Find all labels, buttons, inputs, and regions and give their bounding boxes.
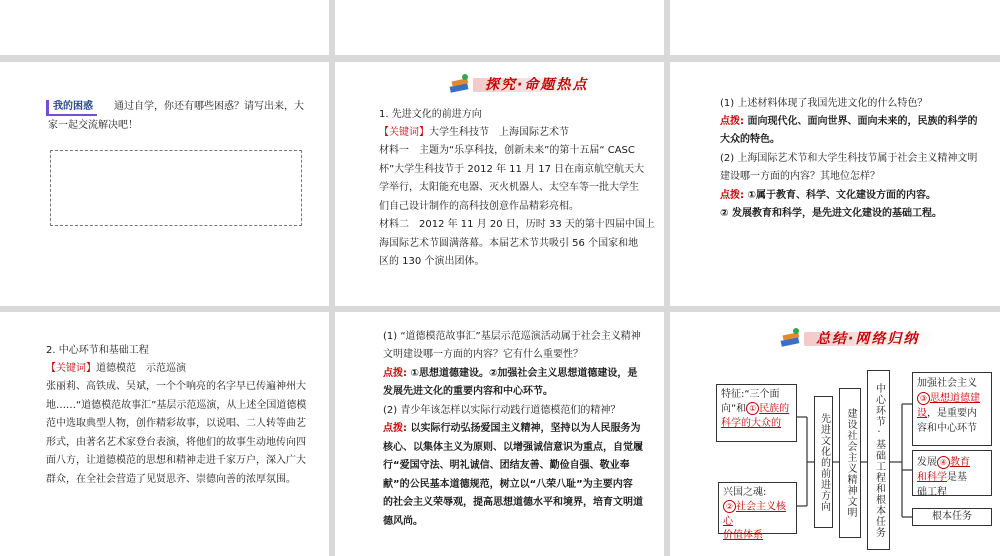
direction-column: 先进文化的前进方向 (814, 396, 833, 528)
hint-label: 点拨: (383, 368, 407, 379)
story-line: 群众，在全社会营造了见贤思齐、崇德向善的浓厚氛围。 (46, 473, 296, 485)
slide-7 (0, 312, 329, 556)
slide-4 (0, 62, 329, 306)
answer-2-line: 献”的公民基本道德规范，树立以“八荣八耻”为主要内容 (383, 478, 633, 490)
slide-2 (335, 0, 664, 55)
question-1-line1: (1) “道德模范故事汇”基层示范巡演活动属于社会主义精神 (383, 331, 641, 342)
explore-banner (443, 70, 593, 98)
answer-2-line: 核心、以集体主义为原则、以增强诚信意识为重点，自觉履 (383, 441, 643, 453)
soul-box: 兴国之魂: ② 社会主义核心 价值体系 (718, 482, 797, 534)
question-1: (1) 上述材料体现了我国先进文化的什么特色？ (720, 98, 928, 109)
hint-label: 点拨: (720, 116, 744, 127)
question-2: (2) 青少年该怎样以实际行动践行道德模范们的精神？ (383, 405, 621, 416)
keyword-text: 大学生科技节 上海国际艺术节 (429, 127, 569, 138)
keyword-label: 【关键词】 (379, 127, 429, 138)
question-2-line1: (2) 上海国际艺术节和大学生科技节属于社会主义精神文明 (720, 153, 978, 164)
story-line: 范中选取典型人物，创作精彩故事，以说唱、二人转等曲艺 (46, 418, 306, 429)
answer-1-line1: 点拨: ①思想道德建设。②加强社会主义思想道德建设，是 (383, 368, 638, 379)
story-line: 形式，由著名艺术家登台表演，将他们的故事生动地传向四 (46, 436, 306, 448)
summary-banner-title: 总结·网络归纳 (816, 331, 920, 347)
keyword-line (46, 360, 186, 379)
slide-6 (670, 62, 1000, 306)
keyword-label: 【关键词】 (46, 363, 96, 374)
story-line: 张丽莉、高铁成、吴斌，一个个响亮的名字早已传遍神州大 (46, 381, 306, 392)
confusion-prompt-line2: 家一起交流解决吧！ (48, 120, 138, 131)
center-column: 中心环节·基础工程和根本任务 (867, 370, 890, 550)
slide-5 (335, 62, 664, 306)
answer-2-line1: 点拨: ①属于教育、科学、文化建设方面的内容。 (720, 190, 936, 201)
story-line: 地……“道德模范故事汇”基层示范巡演，从上述全国道德模 (46, 399, 307, 411)
slide-8 (335, 312, 664, 556)
material-line: 材料二 2012 年 11 月 20 日，历时 33 天的第十四届中国上 (379, 219, 655, 230)
slide-9 (670, 312, 1000, 556)
keyword-line (379, 124, 569, 143)
hint-label: 点拨: (720, 190, 744, 201)
book-icon (447, 71, 473, 97)
answer-2-line2: ② 发展教育和科学，是先进文化建设的基础工程。 (720, 208, 942, 219)
confusion-prompt-line1: 通过自学，你还有哪些困惑？请写出来，大 (114, 101, 304, 112)
explore-banner-title: 探究·命题热点 (485, 77, 589, 93)
answer-box[interactable] (50, 150, 302, 226)
feature-box: 特征:“三个面 向”和 ① 民族的 科学的大众的 (716, 384, 797, 442)
answer-2-line: 德风尚。 (383, 515, 423, 527)
moral-box: 加强社会主义 ③ 思想道德建 设，是重要内 容和中心环节 (912, 372, 992, 446)
answer-1-line2: 发展先进文化的重要内容和中心环节。 (383, 386, 553, 397)
material-line: 们自己设计制作的高科技创意作品精彩亮相。 (379, 200, 579, 212)
material-line: 海国际艺术节圆满落幕。本届艺术节共吸引 56 个国家和地 (379, 237, 639, 249)
slide-3 (670, 0, 1000, 55)
answer-2-line: 点拨: 以实际行动弘扬爱国主义精神，坚持以为人民服务为 (383, 423, 641, 434)
civilization-column: 建设社会主义精神文明 (839, 388, 861, 538)
answer-2-line: 的社会主义荣辱观，提高思想道德水平和境界，培育文明道 (383, 497, 643, 508)
question-2-line2: 建设哪一方面的内容？其地位怎样？ (720, 171, 880, 182)
material-line: 杯”大学生科技节于 2012 年 11 月 17 日在南京航空航天大 (379, 163, 645, 175)
question-1-line2: 文明建设哪一方面的内容？它有什么重要性？ (383, 349, 583, 360)
material-line: 材料一 主题为“乐享科技，创新未来”的第十五届“ CASC (379, 145, 635, 156)
section-heading: 1. 先进文化的前进方向 (379, 109, 482, 120)
material-line: 区的 130 个演出团体。 (379, 256, 485, 267)
hint-label: 点拨: (383, 423, 407, 434)
section-heading: 2. 中心环节和基础工程 (46, 345, 149, 356)
material-line: 学举行，太阳能充电器、灭火机器人、太空车等一批大学生 (379, 182, 639, 193)
answer-1-line2: 大众的特色。 (720, 134, 780, 145)
education-box: 发展 ④ 教育 和科学是基 础工程 (912, 450, 992, 496)
answer-1-line1: 点拨: 面向现代化、面向世界、面向未来的，民族的科学的 (720, 116, 978, 127)
answer-2-line: 行“爱国守法、明礼诚信、团结友善、勤俭自强、敬业奉 (383, 460, 630, 471)
keyword-text: 道德模范 示范巡演 (96, 363, 186, 374)
root-task-box: 根本任务 (912, 508, 992, 526)
slide-1 (0, 0, 329, 55)
story-line: 面八方，让道德模范的思想和精神走进千家万户，深入广大 (46, 455, 306, 466)
confusion-badge: 我的困惑 (46, 100, 97, 116)
